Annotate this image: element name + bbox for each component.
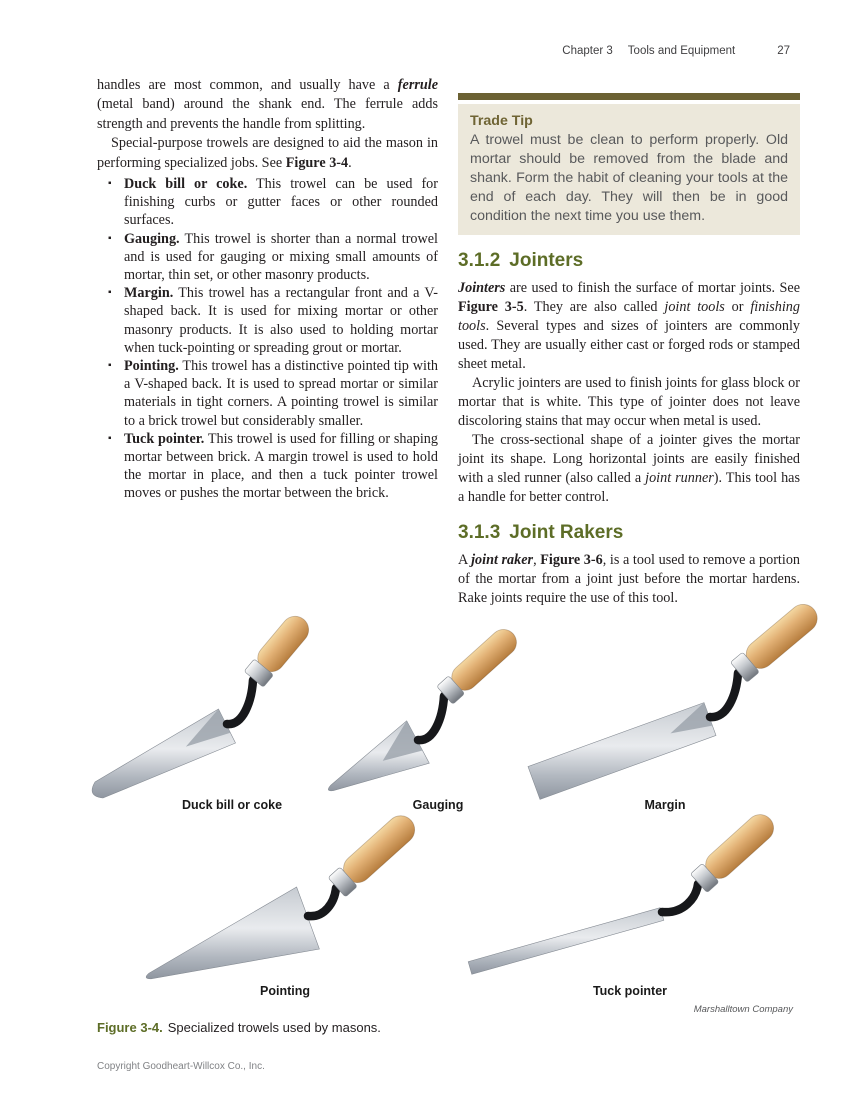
text-run: The cross-sectional shape of a jointer gives the mortar joint its shape. Long horizontal joints are easily finished with a sled runner (also called a	[458, 432, 800, 486]
figure-ref: Figure 3-4	[285, 154, 349, 171]
jointers-paragraph-2: Acrylic jointers are used to finish joints for glass block or mortar that is white. This type of jointer does not leave discoloring stains that may occur when metal is used.	[458, 375, 800, 429]
header-chapter: Chapter 3	[562, 45, 613, 57]
text-run: are used to finish the surface of mortar joints. See	[505, 280, 800, 296]
section-number: 3.1.2	[458, 250, 501, 271]
figure-caption-text: Specialized trowels used by masons.	[167, 1020, 381, 1035]
figure-caption-label: Figure 3-4.	[97, 1020, 163, 1035]
bullet-term: Pointing.	[124, 358, 179, 375]
text-run: handles are most common, and usually have a	[97, 77, 398, 93]
copyright-line: Copyright Goodheart-Willcox Co., Inc.	[97, 1061, 265, 1072]
text-run: , is a tool used to remove a portion of the mortar from a joint just before the mortar hardens. Rake joints require the use of this tool.	[458, 552, 801, 606]
figure-label-tuck-pointer: Tuck pointer	[592, 984, 668, 998]
trowel-image-gauging	[320, 630, 505, 805]
bullet-term: Margin.	[124, 285, 174, 302]
bullet-text: This trowel is used for filling or shaping mortar between brick. A margin trowel is used to hold the mortar in place, and then a tuck pointer trowel moves or pushes the mortar between the brick.	[124, 430, 438, 502]
italic-term: joint tools	[664, 299, 725, 315]
bullet-text: This trowel can be used for finishing curbs or gutter faces or other rounded surfaces.	[124, 176, 438, 229]
page-number: 27	[777, 45, 790, 57]
figure-label-duck-bill: Duck bill or coke	[181, 798, 283, 812]
bullet-text: This trowel has a distinctive pointed tip with a V-shaped back. It is used to spread mortar or similar materials in tight corners. A pointing trowel is similar to a brick trowel but considerably smaller.	[124, 358, 438, 429]
figure-label-gauging: Gauging	[412, 798, 464, 812]
bullet-text: This trowel is shorter than a normal trowel and is used for gauging or mixing small amounts of mortar, thin set, or other masonry products.	[124, 230, 438, 284]
italic-term: joint runner	[645, 470, 714, 486]
trade-tip-title: Trade Tip	[470, 113, 533, 129]
trowel-image-margin	[520, 625, 805, 810]
figure-label-pointing: Pointing	[260, 984, 310, 998]
text-run: ,	[533, 552, 541, 568]
text-run: . Several types and sizes of jointers are commonly used. They are usually either cast or forged rods or stamped sheet metal.	[458, 318, 800, 372]
trade-tip-body: A trowel must be clean to perform properly. Old mortar should be removed from the blade and shank. Form the habit of cleaning your tools at the end of each day. They will then be in good condition the next time you use them.	[470, 132, 788, 224]
text-run: Special-purpose trowels are designed to aid the mason in performing specialized jobs. See	[97, 135, 438, 171]
header-title: Tools and Equipment	[627, 45, 736, 57]
text-run: or	[724, 299, 751, 315]
trowel-image-tuck-pointer	[458, 818, 808, 988]
bullet-term: Gauging.	[124, 230, 180, 247]
keyterm-jointers: Jointers	[458, 280, 506, 296]
text-run: ). This tool has a handle for better control.	[458, 470, 800, 505]
figure-ref: Figure 3-5	[458, 299, 524, 315]
text-run: .	[348, 154, 352, 171]
section-title: Jointers	[509, 250, 584, 271]
text-run: A	[458, 552, 472, 568]
bullet-term: Tuck pointer.	[124, 430, 205, 447]
bullet-term: Duck bill or coke.	[124, 176, 248, 193]
keyterm-ferrule: ferrule	[397, 77, 438, 93]
bullet-text: This trowel has a rectangular front and a V-shaped back. It is used for mixing mortar or other masonry products. It is also used to holding mortar when tuck-pointing or spreading grout or mortar.	[124, 285, 438, 356]
section-title: Joint Rakers	[509, 522, 624, 543]
figure-caption	[97, 1020, 797, 1035]
figure-label-margin: Margin	[644, 798, 686, 812]
section-number: 3.1.3	[458, 522, 501, 543]
photo-credit: Marshalltown Company	[693, 1004, 793, 1015]
text-run: (metal band) around the shank end. The ferrule adds strength and prevents the handle from splitting.	[97, 96, 438, 132]
text-run: . They are also called	[523, 299, 665, 315]
trowel-image-pointing	[140, 818, 480, 998]
keyterm-joint-raker: joint raker	[471, 552, 534, 568]
italic-term: finishing tools	[458, 299, 800, 334]
figure-ref: Figure 3-6	[540, 552, 603, 568]
